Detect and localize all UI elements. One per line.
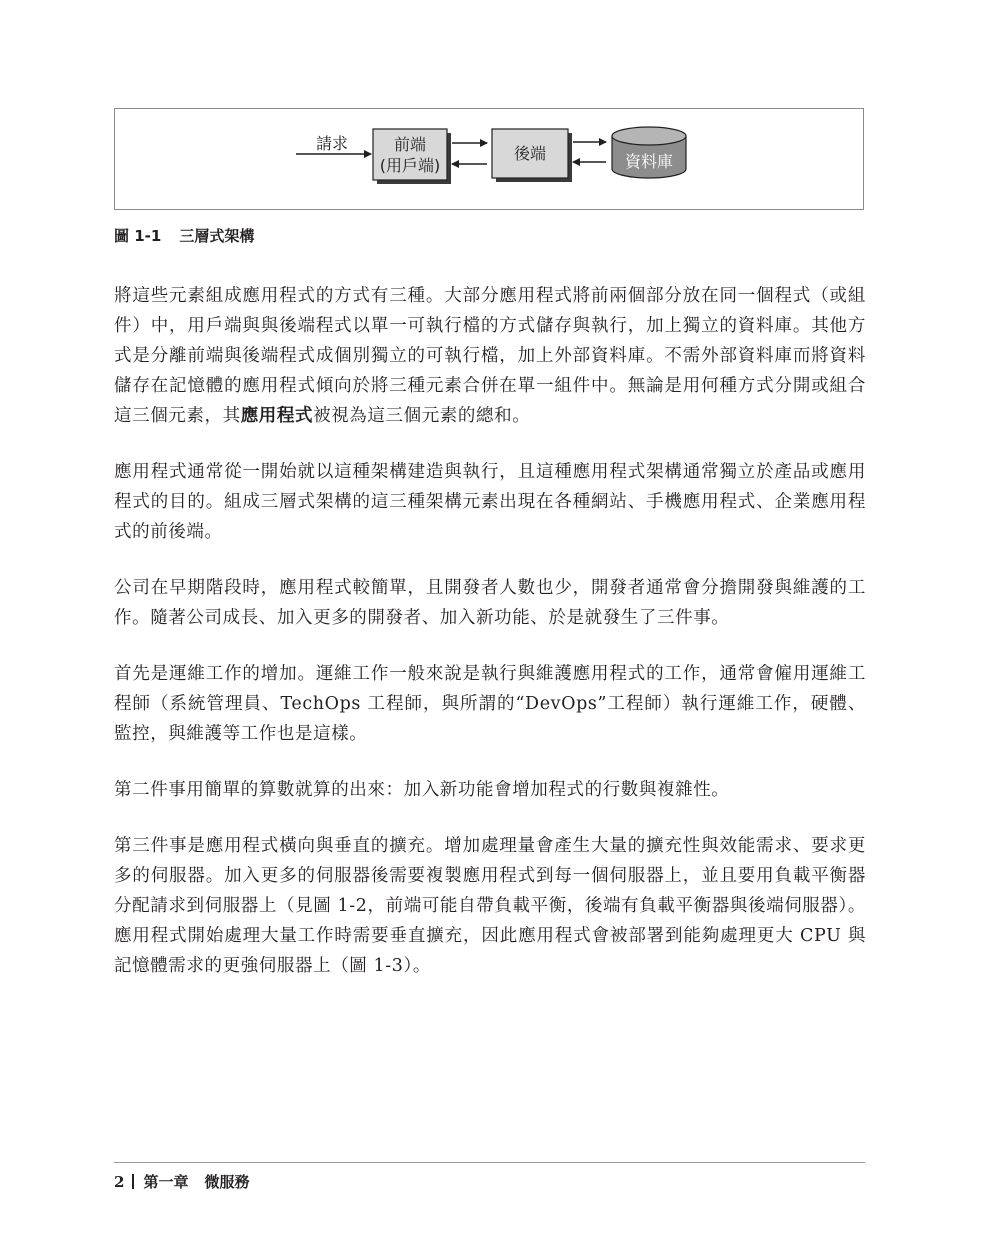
body-text <box>114 281 866 1007</box>
paragraph-1-text-end: 被視為這三個元素的總和。 <box>313 406 531 426</box>
database-cylinder <box>612 127 686 178</box>
frontend-sublabel: (用戶端) <box>379 156 441 175</box>
page-number: 2 <box>114 1173 125 1191</box>
figure-frame <box>114 108 864 210</box>
figure-title: 三層式架構 <box>179 227 255 245</box>
paragraph-1 <box>114 281 866 431</box>
three-tier-diagram <box>115 109 865 211</box>
footer-divider <box>114 1162 865 1163</box>
page-footer <box>114 1171 249 1192</box>
frontend-label: 前端 <box>393 135 427 154</box>
backend-box <box>492 129 572 182</box>
paragraph-5: 第二件事用簡單的算數就算的出來：加入新功能會增加程式的行數與複雜性。 <box>114 780 730 800</box>
figure-caption <box>114 225 254 246</box>
frontend-box <box>373 129 451 184</box>
paragraph-4: 首先是運維工作的增加。運維工作一般來說是執行與維護應用程式的工作，通常會僱用運維工程師（系統管理員、TechOps 工程師，與所謂的“DevOps”工程師）執行運維工作，硬體、監控，與維護等工作也是這樣。 <box>114 664 866 744</box>
paragraph-2: 應用程式通常從一開始就以這種架構建造與執行，且這種應用程式架構通常獨立於產品或應用程式的目的。組成三層式架構的這三種架構元素出現在各種網站、手機應用程式、企業應用程式的前後端。 <box>114 462 866 542</box>
request-label: 請求 <box>316 134 349 153</box>
figure-number: 圖 1-1 <box>114 227 162 245</box>
emphasis-application: 應用程式 <box>240 406 314 426</box>
paragraph-1-text: 將這些元素組成應用程式的方式有三種。大部分應用程式將前兩個部分放在同一個程式（或組件）中，用戶端與與後端程式以單一可執行檔的方式儲存與執行，加上獨立的資料庫。其他方式是分離前端與後端程式成個別獨立的可執行檔，加上外部資料庫。不需外部資料庫而將資料儲存在記憶體的應用程式傾向於將三種元素合併在單一組件中。無論是用何種方式分開或組合這三個元素，其 <box>114 286 866 426</box>
database-label: 資料庫 <box>624 152 674 171</box>
footer-separator <box>132 1174 134 1189</box>
paragraph-3: 公司在早期階段時，應用程式較簡單，且開發者人數也少，開發者通常會分擔開發與維護的工作。隨著公司成長、加入更多的開發者、加入新功能、於是就發生了三件事。 <box>114 578 866 628</box>
chapter-title: 微服務 <box>204 1173 250 1191</box>
chapter-label: 第一章 <box>143 1173 189 1191</box>
paragraph-6: 第三件事是應用程式橫向與垂直的擴充。增加處理量會產生大量的擴充性與效能需求、要求更多的伺服器。加入更多的伺服器後需要複製應用程式到每一個伺服器上，並且要用負載平衡器分配請求到伺服器上（見圖 1-2，前端可能自帶負載平衡，後端有負載平衡器與後端伺服器）。應用程式開始處理大量工作時需要垂直擴充，因此應用程式會被部署到能夠處理更大 CPU 與記憶體需求的更強伺服器上（圖 1-3）。 <box>114 836 866 976</box>
backend-label: 後端 <box>513 144 547 163</box>
